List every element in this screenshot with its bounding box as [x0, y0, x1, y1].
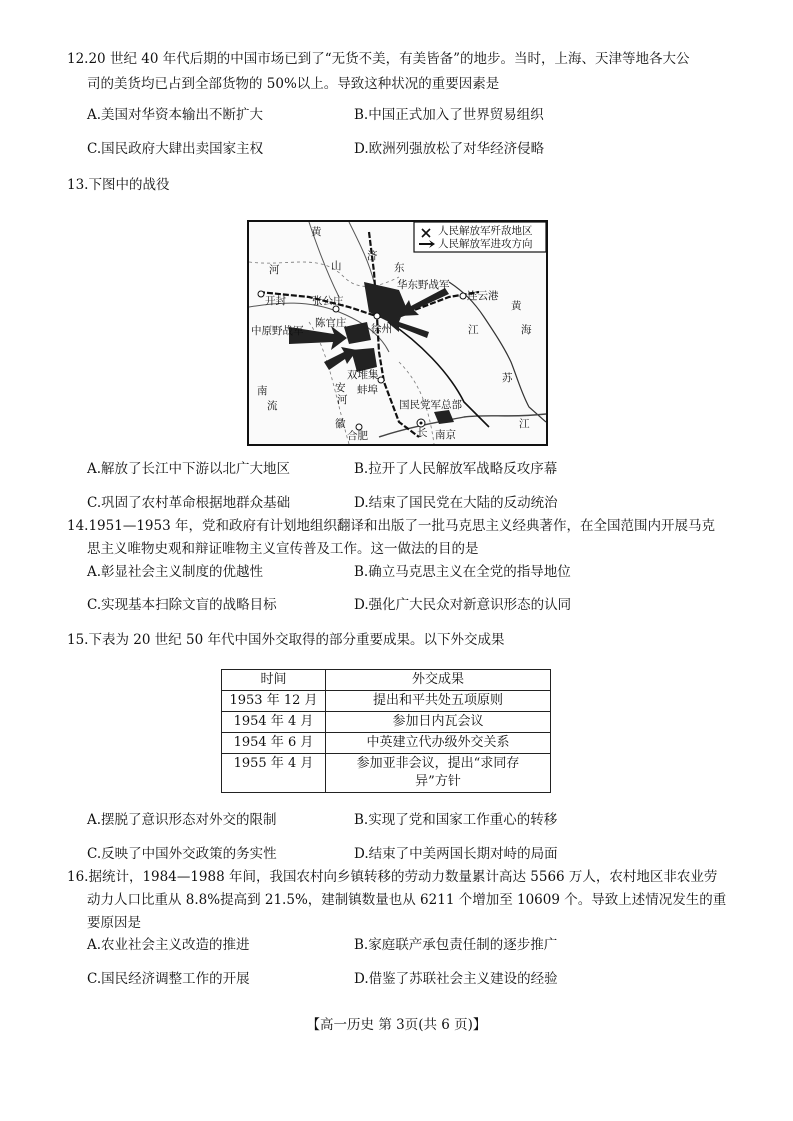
- map-label-guomindang-hq: 国民党军总部: [399, 399, 462, 411]
- table-header: 外交成果: [326, 670, 551, 691]
- table-cell-date: 1953 年 12 月: [222, 691, 326, 712]
- q16-stem-line1: 16.据统计，1984—1988 年间，我国农村向乡镇转移的劳动力数量累计高达 5566 万人，农村地区非农业劳: [67, 869, 718, 885]
- table-row: [222, 733, 551, 754]
- map-label-bengbu: 蚌埠: [357, 384, 378, 396]
- map-label-zhongyuan: 中原野战军: [251, 325, 304, 337]
- map-label: 南: [257, 385, 268, 397]
- map-label-shuangduiji: 双堆集: [347, 369, 379, 381]
- q15-stem: 15.下表为 20 世纪 50 年代中国外交取得的部分重要成果。以下外交成果: [67, 632, 505, 648]
- map-label: 山: [331, 260, 342, 272]
- map-label: 东: [394, 262, 405, 274]
- table-cell-date: 1954 年 4 月: [222, 712, 326, 733]
- legend-label-annihilation: 人民解放军歼敌地区: [438, 225, 533, 237]
- map-label: 黄: [511, 300, 522, 312]
- q12-stem-line2: 司的美货均已占到全部货物的 50%以上。导致这种状况的重要因素是: [87, 76, 500, 92]
- map-label-nanjing: 南京: [435, 429, 456, 441]
- map-label: 江: [468, 324, 479, 336]
- q16-option-d: D.借鉴了苏联社会主义建设的经验: [354, 971, 558, 987]
- q13-option-a: A.解放了长江中下游以北广大地区: [87, 461, 291, 477]
- map-label: 济: [367, 250, 378, 262]
- q15-option-a: A.摆脱了意识形态对外交的限制: [87, 812, 277, 828]
- diplomacy-table: [221, 669, 551, 793]
- map-label: 江: [519, 418, 530, 430]
- table-cell-date: 1955 年 4 月: [222, 754, 326, 793]
- map-label-hefei: 合肥: [347, 430, 368, 442]
- map-label: 黄: [311, 226, 322, 238]
- q14-option-d: D.强化广大民众对新意识形态的认同: [354, 597, 572, 613]
- table-header-row: [222, 670, 551, 691]
- map-label: 安: [335, 382, 346, 394]
- map-label-chenguanzhuang: 陈官庄: [315, 317, 347, 329]
- map-label: 海: [521, 324, 532, 336]
- map-label: 苏: [502, 372, 513, 384]
- map-label-huadong: 华东野战军: [397, 279, 450, 291]
- q12-stem-line1: 12.20 世纪 40 年代后期的中国市场已到了“无货不美，有美皆备”的地步。当时，上海、天津等地各大公: [67, 51, 690, 67]
- q15-option-c: C.反映了中国外交政策的务实性: [87, 846, 277, 862]
- table-row: [222, 691, 551, 712]
- q15-option-d: D.结束了中美两国长期对峙的局面: [354, 846, 558, 862]
- q14-stem-line1: 14.1951—1953 年，党和政府有计划地组织翻译和出版了一批马克思主义经典著作，在全国范围内开展马克: [67, 518, 715, 534]
- q12-option-a: A.美国对华资本输出不断扩大: [87, 107, 264, 123]
- q12-option-d: D.欧洲列强放松了对华经济侵略: [354, 141, 545, 157]
- table-cell-achievement: 中英建立代办级外交关系: [326, 733, 551, 754]
- map-label: 河: [337, 394, 348, 406]
- q14-option-a: A.彰显社会主义制度的优越性: [87, 564, 264, 580]
- legend-label-attack: 人民解放军进攻方向: [438, 238, 533, 250]
- q14-option-b: B.确立马克思主义在全党的指导地位: [354, 564, 571, 580]
- q12-option-b: B.中国正式加入了世界贸易组织: [354, 107, 544, 123]
- page-footer: 【高一历史 第 3页(共 6 页)】: [306, 1017, 487, 1033]
- q13-option-d: D.结束了国民党在大陆的反动统治: [354, 495, 558, 511]
- map-label-xuzhou: 徐州: [371, 323, 392, 335]
- table-row: [222, 712, 551, 733]
- table-cell-achievement: 参加亚非会议，提出“求同存异”方针: [326, 754, 551, 793]
- q12-option-c: C.国民政府大肆出卖国家主权: [87, 141, 264, 157]
- q16-stem-line2: 动力人口比重从 8.8%提高到 21.5%，建制镇数量也从 6211 个增加至 10609 个。导致上述情况发生的重: [87, 892, 727, 908]
- q13-stem: 13.下图中的战役: [67, 177, 170, 193]
- table-row: [222, 754, 551, 793]
- q14-stem-line2: 思主义唯物史观和辩证唯物主义宣传普及工作。这一做法的目的是: [87, 541, 479, 557]
- q16-option-a: A.农业社会主义改造的推进: [87, 937, 250, 953]
- map-label-lianyungang: 连云港: [467, 290, 499, 302]
- q15-option-b: B.实现了党和国家工作重心的转移: [354, 812, 558, 828]
- table-header: 时间: [222, 670, 326, 691]
- map-label: 流: [267, 400, 278, 412]
- q16-option-c: C.国民经济调整工作的开展: [87, 971, 250, 987]
- q14-option-c: C.实现基本扫除文盲的战略目标: [87, 597, 277, 613]
- table-cell-achievement: 提出和平共处五项原则: [326, 691, 551, 712]
- q16-option-b: B.家庭联产承包责任制的逐步推广: [354, 937, 558, 953]
- map-label: 河: [269, 264, 280, 276]
- battle-map: [247, 220, 548, 446]
- q13-option-c: C.巩固了农村革命根据地群众基础: [87, 495, 291, 511]
- map-label: 长: [417, 427, 428, 439]
- map-label-zhanggongzhuang: 张公庄: [312, 295, 344, 307]
- map-label-kaifeng: 开封: [265, 295, 286, 307]
- q13-option-b: B.拉开了人民解放军战略反攻序幕: [354, 461, 558, 477]
- table-cell-date: 1954 年 6 月: [222, 733, 326, 754]
- q16-stem-line3: 要原因是: [87, 915, 141, 931]
- table-cell-achievement: 参加日内瓦会议: [326, 712, 551, 733]
- map-label: 徽: [335, 418, 346, 430]
